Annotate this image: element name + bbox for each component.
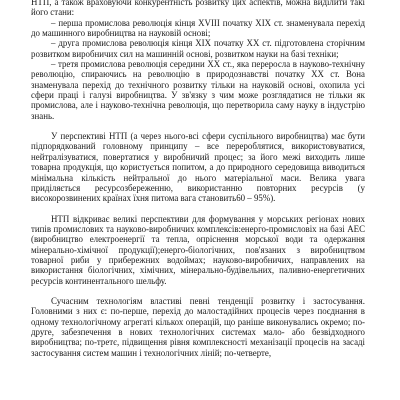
list-item-first-revolution: – перша промислова революція кінця XVIII початку XIX ст. знаменувала перехід до машинного виробництва на науковій основі; — [31, 17, 365, 39]
paragraph-modern-technologies: Сучасним технологіям властиві певні тенденції розвитку і застосування. Головними з них є: по-перше, перехід до малостадійних процесів через поєднання в одному технологічному агрегаті кількох операцій, що раніше виконувались окремо; по-друге, забезпечення в нових технологічних системах мало- або безвідходного виробництва; по-третє, підвищення рівня комплексності механізації процесів на засаді застосування систем машин і технологічних ліній; по-четверте, — [31, 295, 365, 358]
document-body — [31, 0, 365, 358]
list-item-third-revolution: – третя промислова революція середини XX ст., яка переросла в науково-технічну революцію, спираючись на революцію в природознавстві початку XX ст. Вона знаменувала перехід до технічного розвитку тільки на науковій основі, охопила усі сфери праці і галузі виробництва. У зв'язку з чим може розглядатися не тільки як промислова, але і науково-технічна революція, що перетворила саму науку в індустрію знань. — [31, 59, 365, 121]
paragraph-ntp-perspective: У перспективі НТП (а через нього-всі сфери суспільного виробництва) має бути підпорядкований головному принципу – все перероблятися, використовуватися, нейтралізуватися, повертатися у виробничий процес; за його межі виходить лише товарна продукція, що користується попитом, а до природного середовища виводиться мінімальна кількість нейтральної до нього матеріальної маси. Велика увага приділяється ресурсозбереженню, використанню повторних ресурсів (у високорозвинених країнах їхня питома вага становить60 – 95%). — [31, 131, 365, 204]
paragraph-intro: НТП, а також враховуючи конкурентність розвитку цих аспектів, можна виділити такі його стани: — [31, 0, 365, 18]
list-item-second-revolution: – друга промислова революція кінця XIX початку XX ст. підготовлена сторічним розвитком виробничих сил на машинній основі, розвитком науки на базі техніки; — [31, 38, 365, 59]
paragraph-ntp-complexes: НТП відкриває великі перспективи для формування у морських регіонах нових типів промислових та науково-виробничих комплексів:енерго-промисловіх на базі АЕС (виробництво електроенергії та тепла, опріснення морської води та одержання мінерально-хімічної продукції);енерго-біологічних, пов'язаних з виробництвом товарної риби у прибережних водоймах; науково-виробничих, направлених на використання біологічних, хімічних, мінерально-будівельних, паливно-енергетичних ресурсів континентального шельфу. — [31, 213, 365, 286]
